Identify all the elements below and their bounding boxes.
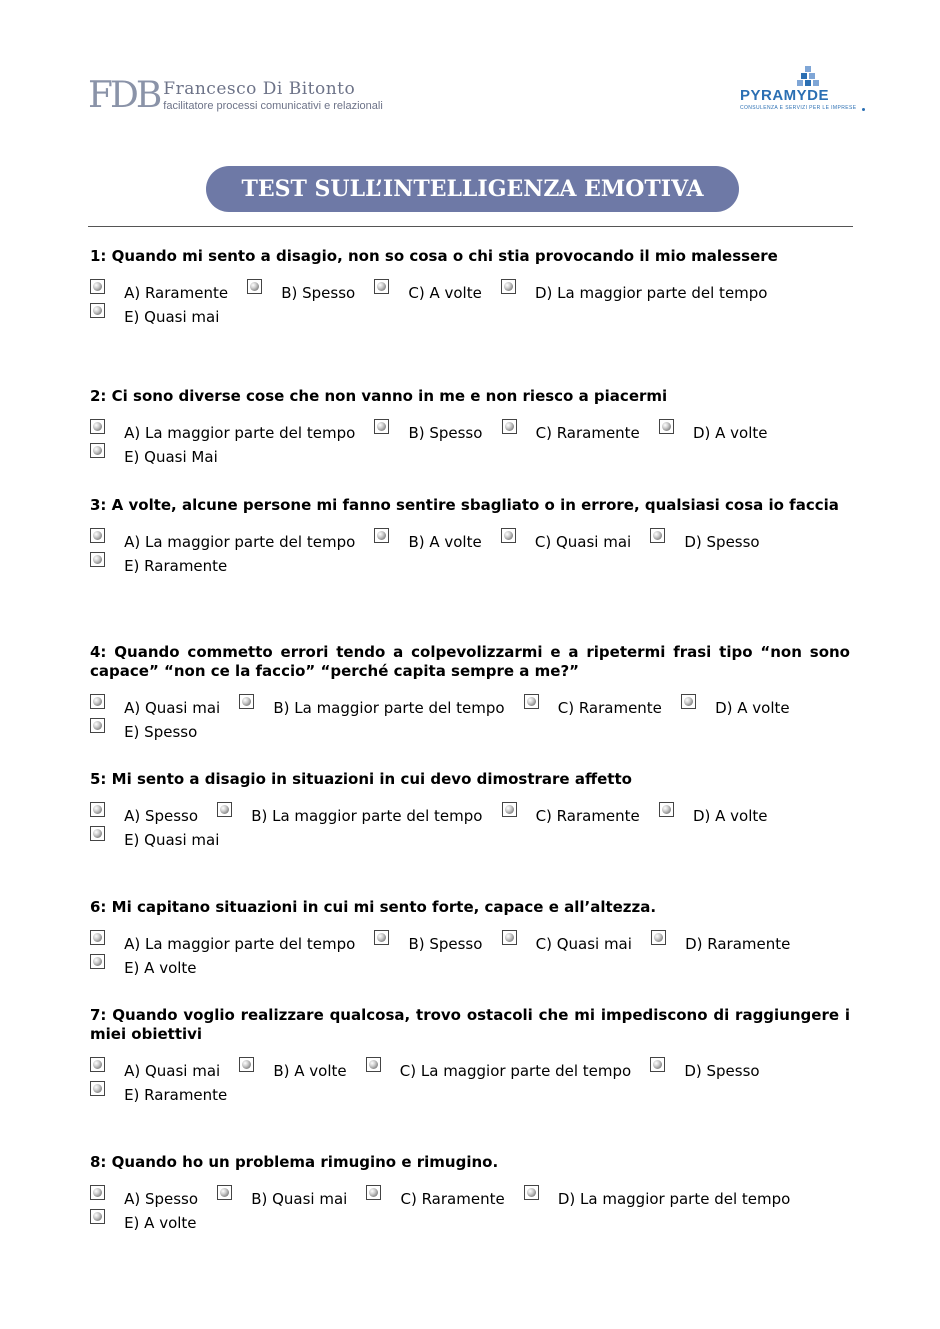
option-label: A) Spesso [124, 1190, 199, 1208]
option-label: E) Spesso [124, 723, 198, 741]
radio-button-icon[interactable] [650, 1057, 665, 1072]
question-6 [90, 898, 850, 978]
option-b[interactable] [247, 284, 355, 302]
options-group [90, 930, 850, 978]
radio-button-icon[interactable] [90, 1057, 105, 1072]
radio-button-icon[interactable] [217, 802, 232, 817]
radio-button-icon[interactable] [366, 1185, 381, 1200]
option-label: D) Raramente [685, 935, 791, 953]
option-label: C) Raramente [400, 1190, 505, 1208]
option-label: D) A volte [715, 699, 790, 717]
option-e[interactable] [90, 1214, 197, 1232]
option-b[interactable] [374, 424, 482, 442]
radio-button-icon[interactable] [90, 954, 105, 969]
option-a[interactable] [90, 935, 355, 953]
option-d[interactable] [681, 699, 790, 717]
option-label: B) Spesso [408, 935, 483, 953]
option-d[interactable] [659, 807, 768, 825]
question-text: 1: Quando mi sento a disagio, non so cosa o chi stia provocando il mio malessere [90, 247, 778, 265]
option-d[interactable] [650, 1062, 759, 1080]
option-c[interactable] [501, 533, 631, 551]
radio-button-icon[interactable] [90, 443, 105, 458]
option-d[interactable] [659, 424, 768, 442]
page-title: TEST SULL’INTELLIGENZA EMOTIVA [206, 166, 739, 212]
option-b[interactable] [374, 935, 482, 953]
radio-button-icon[interactable] [501, 279, 516, 294]
option-label: B) Spesso [408, 424, 483, 442]
option-label: D) A volte [692, 424, 768, 442]
option-b[interactable] [239, 1062, 346, 1080]
radio-button-icon[interactable] [374, 528, 389, 543]
radio-button-icon[interactable] [90, 1185, 105, 1200]
option-c[interactable] [502, 424, 640, 442]
options-group [90, 419, 850, 467]
radio-button-icon[interactable] [502, 419, 517, 434]
options-group [90, 528, 850, 576]
option-e[interactable] [90, 1086, 227, 1104]
radio-button-icon[interactable] [90, 930, 105, 945]
option-label: A) La maggior parte del tempo [124, 424, 356, 442]
radio-button-icon[interactable] [374, 930, 389, 945]
option-d[interactable] [651, 935, 790, 953]
radio-button-icon[interactable] [90, 1081, 105, 1096]
option-label: B) Quasi mai [251, 1190, 348, 1208]
option-label: C) La maggior parte del tempo [399, 1062, 632, 1080]
option-c[interactable] [366, 1190, 504, 1208]
option-label: C) Raramente [557, 699, 662, 717]
option-label: C) A volte [408, 284, 482, 302]
option-c[interactable] [366, 1062, 631, 1080]
options-group [90, 802, 850, 850]
radio-button-icon[interactable] [659, 802, 674, 817]
radio-button-icon[interactable] [217, 1185, 232, 1200]
radio-button-icon[interactable] [90, 718, 105, 733]
question-1 [90, 247, 850, 327]
option-a[interactable] [90, 1062, 220, 1080]
options-group [90, 279, 850, 327]
question-7 [90, 1006, 850, 1105]
option-label: B) La maggior parte del tempo [273, 699, 505, 717]
option-label: A) La maggior parte del tempo [124, 935, 356, 953]
option-e[interactable] [90, 308, 219, 326]
radio-button-icon[interactable] [90, 694, 105, 709]
logo-name: Francesco Di Bitonto [163, 78, 356, 99]
logo-subtitle: facilitatore processi comunicativi e relazionali [163, 99, 383, 112]
radio-button-icon[interactable] [90, 1209, 105, 1224]
option-label: B) Spesso [281, 284, 356, 302]
option-label: D) Spesso [684, 1062, 760, 1080]
option-c[interactable] [374, 284, 482, 302]
option-e[interactable] [90, 959, 197, 977]
radio-button-icon[interactable] [247, 279, 262, 294]
option-b[interactable] [374, 533, 481, 551]
radio-button-icon[interactable] [502, 802, 517, 817]
option-label: B) La maggior parte del tempo [251, 807, 483, 825]
option-label: D) A volte [692, 807, 768, 825]
radio-button-icon[interactable] [90, 279, 105, 294]
option-b[interactable] [217, 1190, 347, 1208]
radio-button-icon[interactable] [524, 1185, 539, 1200]
option-d[interactable] [524, 1190, 791, 1208]
dot-decoration [862, 108, 865, 111]
options-group [90, 694, 850, 742]
radio-button-icon[interactable] [502, 930, 517, 945]
option-a[interactable] [90, 533, 355, 551]
logo-name: PYRAMYDE [740, 87, 830, 104]
radio-button-icon[interactable] [681, 694, 696, 709]
radio-button-icon[interactable] [501, 528, 516, 543]
option-e[interactable] [90, 723, 197, 741]
option-label: D) La maggior parte del tempo [535, 284, 768, 302]
options-group [90, 1057, 850, 1105]
option-a[interactable] [90, 699, 220, 717]
option-e[interactable] [90, 557, 227, 575]
question-text: 5: Mi sento a disagio in situazioni in cui devo dimostrare affetto [90, 770, 632, 788]
option-label: A) Raramente [124, 284, 229, 302]
option-label: B) A volte [273, 1062, 347, 1080]
radio-button-icon[interactable] [90, 528, 105, 543]
radio-button-icon[interactable] [90, 802, 105, 817]
option-label: E) Raramente [124, 1086, 228, 1104]
fdb-monogram: FDB [88, 74, 160, 116]
question-text: 8: Quando ho un problema rimugino e rimugino. [90, 1153, 499, 1171]
question-text: 6: Mi capitano situazioni in cui mi sento forte, capace e all’altezza. [90, 898, 657, 916]
option-b[interactable] [217, 807, 482, 825]
title-divider [88, 226, 853, 227]
question-4 [90, 643, 850, 742]
option-c[interactable] [524, 699, 662, 717]
option-a[interactable] [90, 284, 228, 302]
option-label: E) Quasi mai [124, 831, 220, 849]
option-label: B) A volte [408, 533, 482, 551]
question-text: 2: Ci sono diverse cose che non vanno in me e non riesco a piacermi [90, 387, 668, 405]
option-d[interactable] [650, 533, 759, 551]
option-label: E) A volte [124, 1214, 197, 1232]
option-label: E) A volte [124, 959, 197, 977]
question-text: 3: A volte, alcune persone mi fanno sentire sbagliato o in errore, qualsiasi cosa io faccia [90, 496, 839, 514]
option-e[interactable] [90, 831, 219, 849]
radio-button-icon[interactable] [651, 930, 666, 945]
option-label: D) Spesso [684, 533, 760, 551]
radio-button-icon[interactable] [239, 1057, 254, 1072]
option-label: C) Raramente [535, 424, 640, 442]
options-group [90, 1185, 850, 1233]
option-e[interactable] [90, 448, 218, 466]
pyramyde-logo [740, 66, 870, 116]
option-c[interactable] [502, 807, 640, 825]
option-label: C) Quasi mai [534, 533, 632, 551]
question-3 [90, 496, 850, 576]
question-text: 7: Quando voglio realizzare qualcosa, trovo ostacoli che mi impediscono di raggiungere i miei obiettivi [90, 1006, 850, 1043]
option-label: A) Quasi mai [124, 1062, 221, 1080]
option-label: C) Quasi mai [535, 935, 632, 953]
pyramid-icon [796, 66, 820, 88]
question-2 [90, 387, 850, 467]
option-label: E) Quasi Mai [124, 448, 218, 466]
option-b[interactable] [239, 699, 504, 717]
option-a[interactable] [90, 1190, 198, 1208]
radio-button-icon[interactable] [90, 552, 105, 567]
radio-button-icon[interactable] [90, 303, 105, 318]
radio-button-icon[interactable] [650, 528, 665, 543]
radio-button-icon[interactable] [524, 694, 539, 709]
question-text: 4: Quando commetto errori tendo a colpevolizzarmi e a ripetermi frasi tipo “non sono capace” “non ce la faccio” “perché capita sempre a me?” [90, 643, 850, 680]
radio-button-icon[interactable] [366, 1057, 381, 1072]
radio-button-icon[interactable] [374, 419, 389, 434]
option-a[interactable] [90, 807, 198, 825]
francesco-di-bitonto-logo [88, 72, 383, 118]
option-label: A) Spesso [124, 807, 199, 825]
option-label: E) Raramente [124, 557, 228, 575]
option-label: A) Quasi mai [124, 699, 221, 717]
radio-button-icon[interactable] [374, 279, 389, 294]
option-label: A) La maggior parte del tempo [124, 533, 356, 551]
option-label: D) La maggior parte del tempo [557, 1190, 791, 1208]
radio-button-icon[interactable] [90, 419, 105, 434]
option-a[interactable] [90, 424, 355, 442]
question-8 [90, 1153, 850, 1233]
radio-button-icon[interactable] [90, 826, 105, 841]
radio-button-icon[interactable] [659, 419, 674, 434]
logo-tagline: CONSULENZA E SERVIZI PER LE IMPRESE [740, 105, 857, 111]
option-d[interactable] [501, 284, 768, 302]
option-label: C) Raramente [535, 807, 640, 825]
radio-button-icon[interactable] [239, 694, 254, 709]
option-c[interactable] [502, 935, 632, 953]
option-label: E) Quasi mai [124, 308, 220, 326]
question-5 [90, 770, 850, 850]
